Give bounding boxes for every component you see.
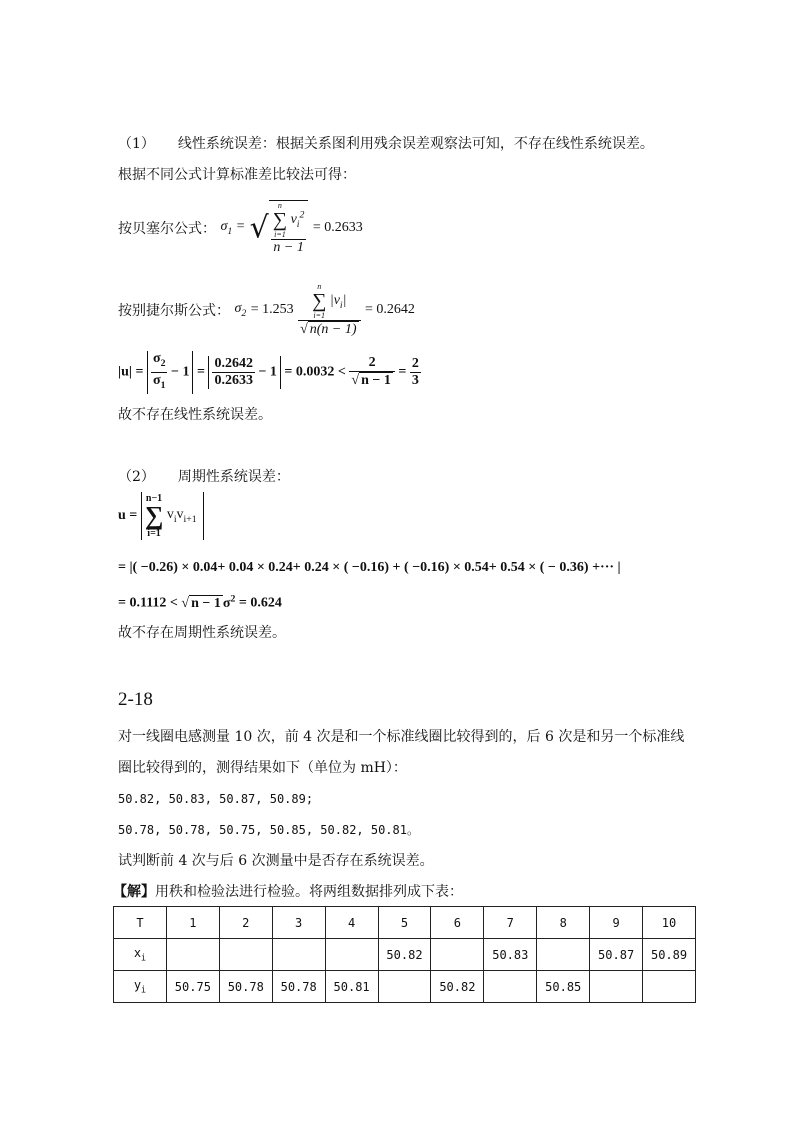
section2-heading: [118, 467, 290, 487]
u-ratio-denominator: 0.2633: [214, 372, 253, 388]
u-bound-numerator: 2: [349, 355, 394, 372]
u-ratio-numerator: 0.2642: [214, 355, 253, 371]
problem-data-line1: 50.82, 50.83, 50.87, 50.89;: [118, 792, 314, 806]
u-equals: u =: [118, 508, 138, 523]
peters-denominator: √ n(n − 1): [300, 322, 357, 337]
bessel-denominator: n − 1: [273, 240, 304, 255]
table-cell: 50.87: [590, 939, 643, 971]
u-final-fraction: [410, 356, 421, 389]
table-cell: 50.78: [272, 971, 325, 1003]
section1-intro: 根据不同公式计算标准差比较法可得：: [118, 167, 356, 183]
table-cell: 9: [590, 907, 643, 939]
table-row: [114, 939, 696, 971]
table-cell: 50.85: [537, 971, 590, 1003]
table-cell: T: [114, 907, 167, 939]
table-cell: [590, 971, 643, 1003]
table-cell: 50.82: [378, 939, 431, 971]
section1-heading-text: 线性系统误差：根据关系图利用残余误差观察法可知，不存在线性系统误差。: [177, 136, 654, 152]
table-cell: 6: [431, 907, 484, 939]
peters-value: = 0.2642: [365, 302, 415, 317]
u-result-line: [118, 589, 282, 614]
section2-heading-text: 周期性系统误差：: [177, 469, 290, 485]
solution-tag: 【解】: [113, 884, 155, 900]
table-cell: 3: [272, 907, 325, 939]
table-cell: 50.89: [643, 939, 696, 971]
u-final-denominator: 3: [411, 372, 419, 388]
table-cell: 7: [484, 907, 537, 939]
bessel-label: 按贝塞尔公式：: [118, 221, 216, 237]
problem-text-line2: 圈比较得到的，测得结果如下（单位为 mH）：: [118, 760, 407, 776]
section2-conclusion: 故不存在周期性系统误差。: [118, 625, 286, 641]
u-bound-equals: =: [398, 364, 407, 380]
table-cell: 8: [537, 907, 590, 939]
table-cell: [537, 939, 590, 971]
table-cell: [643, 971, 696, 1003]
u-abs-symbol: |u| =: [118, 364, 144, 380]
table-cell: 50.78: [219, 971, 272, 1003]
problem-number: 2-18: [118, 689, 153, 710]
table-cell: [431, 939, 484, 971]
solution-text: 用秩和检验法进行检验。将两组数据排列成下表：: [155, 884, 463, 900]
u-bound-fraction: $\frac{2}{√ n - 1}$: [349, 355, 394, 389]
section2-number: （2）: [118, 469, 155, 485]
radical-sign-icon: √: [249, 210, 269, 246]
table-cell: 50.82: [431, 971, 484, 1003]
table-cell: [272, 939, 325, 971]
table-cell: 4: [325, 907, 378, 939]
u-result-left: = 0.1112 <: [118, 595, 178, 611]
u-sum-formula: [118, 492, 204, 540]
sigma1-symbol: $\sigma_1$ =: [220, 219, 246, 237]
equals-sign: =: [196, 364, 205, 380]
bessel-formula: [118, 200, 363, 256]
section1-conclusion: 故不存在线性系统误差。: [118, 407, 272, 423]
solution-line: [113, 882, 463, 902]
table-cell: [219, 939, 272, 971]
u-expansion: = |( −0.26) × 0.04+ 0.04 × 0.24+ 0.24 × ( −0.16) + ( −0.16) × 0.54+ 0.54 × ( − 0.36) +··· |: [118, 560, 621, 575]
section1-number: （1）: [118, 136, 155, 152]
bessel-fraction: [269, 200, 309, 256]
u-result: = 0.0032 <: [284, 364, 346, 380]
problem-question: 试判断前 4 次与后 6 次测量中是否存在系统误差。: [118, 853, 434, 869]
bessel-value: = 0.2633: [312, 220, 363, 235]
u-sum-abs: n−1 ∑ i=1 $v_iv_{i+1}$: [141, 492, 204, 540]
peters-label: 按别捷尔斯公式：: [118, 303, 230, 319]
rank-table: [113, 906, 696, 1003]
peters-formula: [118, 282, 415, 338]
u-final-numerator: 2: [411, 355, 419, 371]
u-ratio-formula: [118, 351, 421, 394]
table-cell: $x_i$: [114, 939, 167, 971]
table-cell: 1: [166, 907, 219, 939]
peters-fraction: [298, 282, 360, 338]
numeric-ratio-abs: $\frac{0.2642}{0.2633}$ − 1: [208, 356, 280, 389]
table-cell: [484, 971, 537, 1003]
table-cell: 50.83: [484, 939, 537, 971]
table-row: [114, 971, 696, 1003]
table-cell: 50.75: [166, 971, 219, 1003]
table-cell: [325, 939, 378, 971]
table-cell: [378, 971, 431, 1003]
peters-numerator: n ∑ i=1 $|v_i|$: [298, 282, 360, 321]
problem-text-line1: 对一线圈电感测量 10 次，前 4 次是和一个标准线圈比较得到的，后 6 次是和另一个标准线: [118, 729, 685, 745]
bessel-numerator: n ∑ i=1 $v_i^2$: [272, 201, 305, 239]
sigma-ratio-abs: $\frac{\sigma_2}{\sigma_1}$ − 1: [147, 351, 194, 394]
table-cell: 5: [378, 907, 431, 939]
sqrt-bound: √ n − 1 $\sigma^2$: [181, 593, 236, 611]
u-result-right: = 0.624: [238, 595, 282, 611]
sigma2-symbol: $\sigma_2$: [234, 301, 247, 319]
table-cell: $y_i$: [114, 971, 167, 1003]
table-cell: 2: [219, 907, 272, 939]
table-cell: 50.81: [325, 971, 378, 1003]
section1-heading: [118, 134, 654, 154]
peters-coefficient: = 1.253: [250, 302, 294, 317]
table-cell: 10: [643, 907, 696, 939]
table-row: [114, 907, 696, 939]
problem-data-line2: 50.78, 50.78, 50.75, 50.85, 50.82, 50.81。: [118, 823, 419, 837]
bessel-radical: [250, 200, 309, 256]
table-cell: [166, 939, 219, 971]
